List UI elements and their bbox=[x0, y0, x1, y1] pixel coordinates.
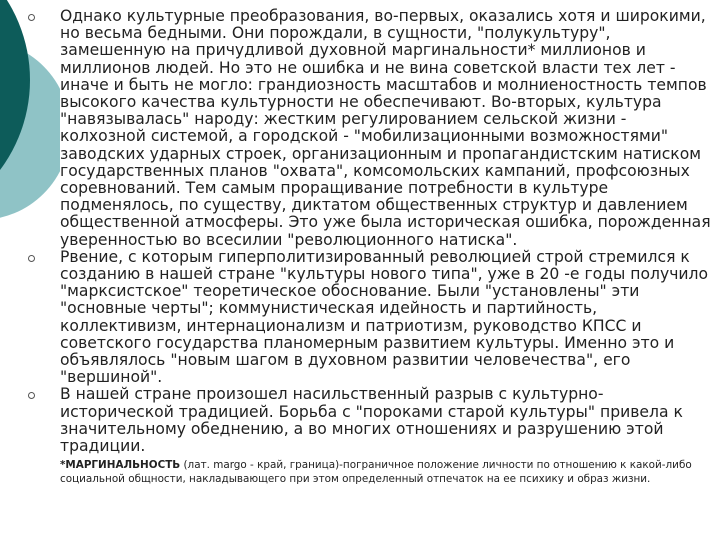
slide-content bbox=[28, 8, 714, 486]
list-item bbox=[28, 8, 714, 249]
paragraph-2: Рвение, с которым гиперполитизированный революцией строй стремился к созданию в нашей стране "культуры нового типа", уже в 20 -е годы получило "марксистское" теоретическое обоснование. Были "установлены" эти "основные черты"; коммунистическая идейность и партийность, коллективизм, интернационализм и патриотизм, руководство КПСС и советского государства планомерным развитием культуры. Именно это и объявлялось "новым шагом в духовном развитии человечества", его "вершиной". bbox=[60, 247, 709, 387]
bullet-circle-icon bbox=[28, 255, 35, 262]
paragraph-3: В нашей стране произошел насильственный разрыв с культурно-исторической традицией. Борьба с "пороками старой культуры" привела к значительному обеднению, а во многих отношениях и разрушению этой традиции. bbox=[60, 385, 683, 456]
list-item bbox=[28, 386, 714, 455]
footnote bbox=[60, 459, 714, 486]
bullet-circle-icon bbox=[28, 392, 35, 399]
list-item bbox=[28, 249, 714, 387]
footnote-term: *МАРГИНАЛЬНОСТЬ bbox=[60, 459, 181, 472]
bullet-circle-icon bbox=[28, 14, 35, 21]
footnote-text: (лат. margo - край, граница)-пограничное положение личности по отношению к какой-либо социальной общности, накладывающего при этом определенный отпечаток на ее психику и образ жизни. bbox=[60, 459, 692, 485]
paragraph-1: Однако культурные преобразования, во-первых, оказались хотя и широкими, но весьма бедными. Они порождали, в сущности, "полукультуру", замешенную на причудливой духовной маргинальности* миллионов и миллионов людей. Но это не ошибка и не вина советской власти тех лет - иначе и быть не могло: грандиозность масштабов и молниеностность темпов высокого качества культурности не обеспечивают. Во-вторых, культура "навязывалась" народу: жестким регулированием сельской жизни - колхозной системой, а городской - "мобилизационными возможностями" заводских ударных строек, организационным и пропагандистским натиском государственных планов "охвата", комсомольских кампаний, профсоюзных соревнований. Тем самым проращивание потребности в культуре подменялось, по существу, диктатом общественных структур и давлением общественной атмосферы. Это уже была историческая ошибка, порожденная уверенностью во всесилии "революционного натиска". bbox=[60, 7, 711, 249]
